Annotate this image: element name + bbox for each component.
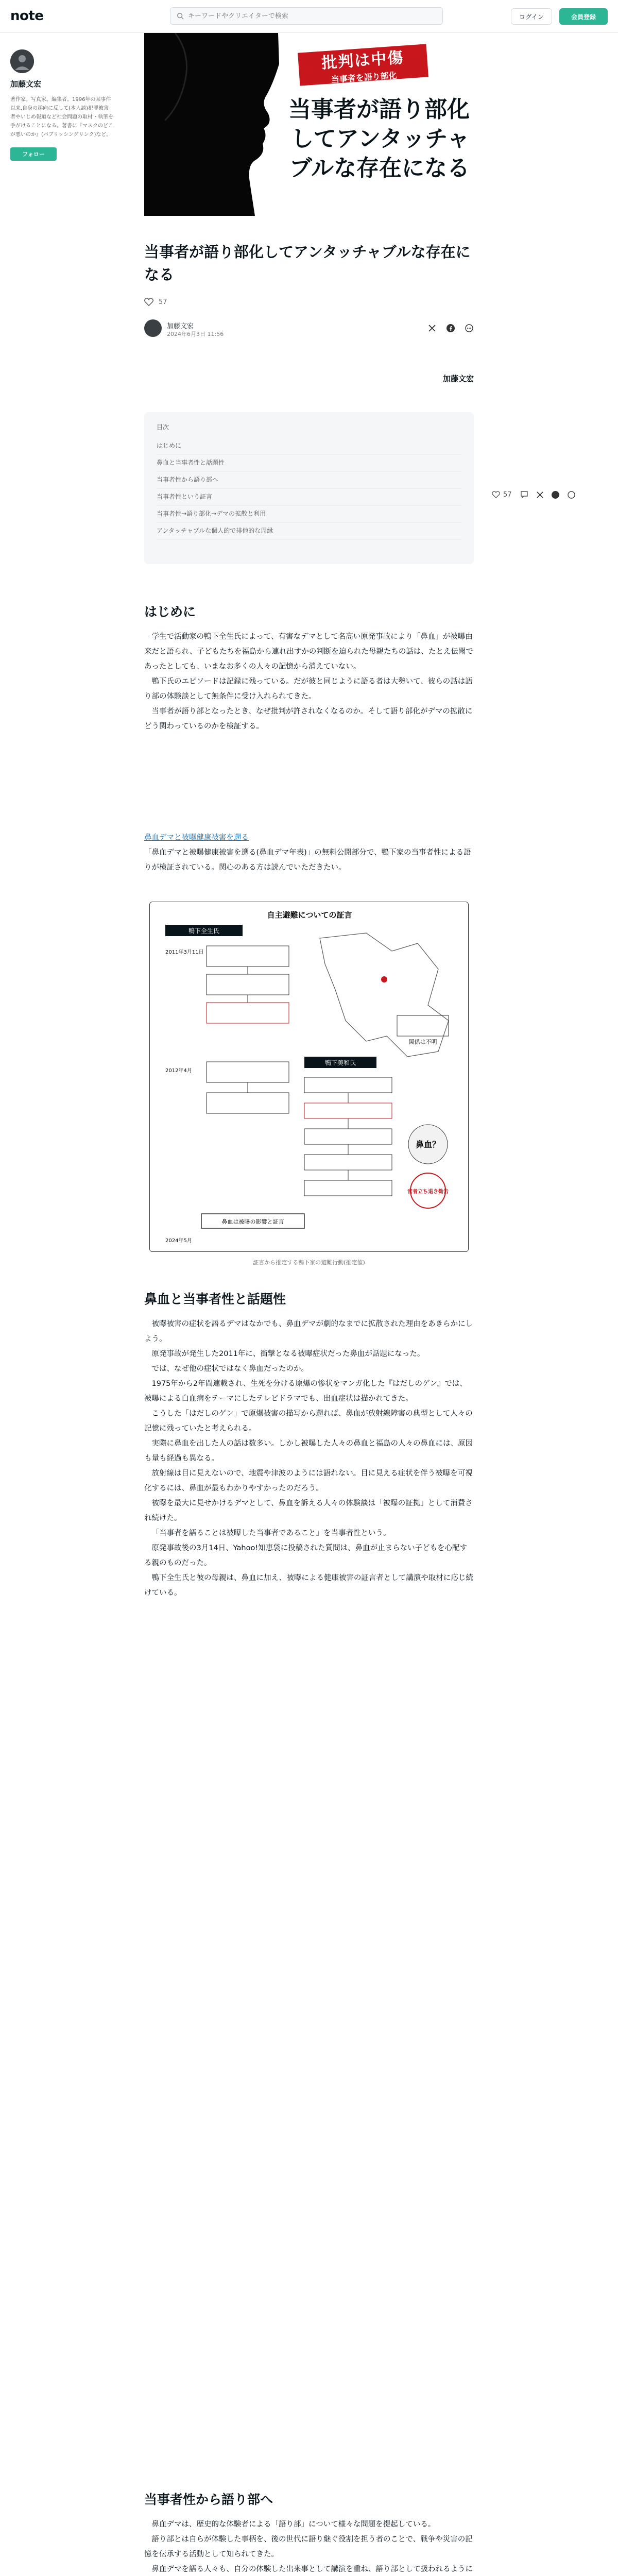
author-avatar[interactable] xyxy=(144,319,162,337)
paragraph: 鼻血デマを語る人々も、自分の体験した出来事として講演を重ね、語り部として扱われるように xyxy=(151,2565,473,2573)
hero-badge-line2: 当事者を語り部化 xyxy=(331,70,398,84)
paragraph: 原発事故が発生した2011年に、衝撃となる被曝症状だった鼻血が話題になった。 xyxy=(151,1350,425,1358)
follow-button[interactable]: フォロー xyxy=(10,147,57,161)
comment-icon[interactable] xyxy=(520,490,528,499)
author-name[interactable]: 加藤文宏 xyxy=(167,323,194,330)
paragraph: 被曝被害の症状を語るデマはなかでも、鼻血デマが劇的なまでに拡散された理由をあきらかにしよう。 xyxy=(144,1320,473,1343)
toc-item[interactable]: 当事者性→語り部化→デマの拡散と利用 xyxy=(157,505,461,522)
top-header xyxy=(0,0,618,33)
search-icon xyxy=(177,12,184,20)
creator-sidebar xyxy=(10,49,113,161)
hero-badge-line1: 批判は中傷 xyxy=(321,48,405,73)
float-like-count: 57 xyxy=(503,490,512,499)
paragraph: こうした「はだしのゲン」で原爆被害の描写から遡れば、鼻血が放射線障害の典型として人々の記憶に残っていたと考えられる。 xyxy=(144,1410,473,1433)
x-share-icon[interactable] xyxy=(427,324,437,333)
creator-bio: 著作家。写真家。編集者。1996年の某事件以来,自身の趣向に反して(本人談)犯罪被害者やいじめ報道など社会問題の取材・執筆を手がけることになる。著書に『マスクのどこが悪いのか』(パブリッシングリンク)など。 xyxy=(10,97,113,138)
signature: 加藤文宏 xyxy=(442,374,474,383)
figure-caption: 証言から推定する鴨下家の避難行動(推定値) xyxy=(253,1259,365,1266)
fig1-date-2: 2012年4月 xyxy=(165,1068,192,1074)
paragraph: 「当事者を語ることは被曝した当事者であること」を当事者性という。 xyxy=(151,1529,391,1537)
login-button[interactable]: ログイン xyxy=(511,8,552,25)
facebook-share-icon[interactable] xyxy=(446,324,455,333)
fig1-side-label: 関係は不明 xyxy=(408,1039,437,1045)
fig1-bottom: 鼻血は被曝の影響と証言 xyxy=(221,1218,284,1225)
signup-button[interactable]: 会員登録 xyxy=(559,8,608,25)
toc-item[interactable]: アンタッチャブルな個人的で排他的な周縁 xyxy=(157,522,461,539)
article-title: 当事者が語り部化してアンタッチャブルな存在になる xyxy=(144,243,471,283)
paragraph: 実際に鼻血を出した人の話は数多い。しかし被曝した人々の鼻血と福島の人々の鼻血には、原因も量も経過も異なる。 xyxy=(144,1439,473,1463)
facebook-share-icon[interactable] xyxy=(552,491,559,499)
heart-icon xyxy=(492,491,500,498)
section3-body xyxy=(144,2517,474,2576)
publish-date: 2024年6月3日 11:56 xyxy=(167,331,224,337)
more-icon[interactable] xyxy=(568,491,575,499)
section-heading-s2: 鼻血と当事者性と話題性 xyxy=(144,1292,286,1307)
paragraph: では、なぜ他の症状ではなく鼻血だったのか。 xyxy=(151,1365,308,1373)
toc-item[interactable]: 当事者性から語り部へ xyxy=(157,471,461,488)
like-row xyxy=(144,298,167,306)
evacuation-diagram xyxy=(150,902,469,1252)
heart-icon[interactable] xyxy=(144,298,153,306)
paragraph: 鼻血デマは、歴史的な体験者による「語り部」について様々な問題を提起している。 xyxy=(151,2520,436,2529)
section2-body xyxy=(144,1317,474,1601)
reference-link[interactable]: 鼻血デマと被曝健康被害を遡る xyxy=(144,834,249,842)
section-heading-intro: はじめに xyxy=(144,604,196,619)
paragraph: 原発事故後の3月14日、Yahoo!知恵袋に投稿された質問は、鼻血が止まらない子どもを心配する親のものだった。 xyxy=(144,1544,468,1567)
fig1-date-1: 2011年3月11日 xyxy=(165,950,204,955)
paragraph: 当事者が語り部となったとき、なぜ批判が許されなくなるのか。そして語り部化がデマの拡散にどう関わっているのかを検証する。 xyxy=(144,707,473,731)
paragraph: 放射線は目に見えないので、地震や津波のようには語れない。目に見える症状を伴う被曝を可視化するには、鼻血が最もわかりやすかったのだろう。 xyxy=(144,1469,473,1493)
paragraph: 1975年から2年間連載され、生死を分ける原爆の惨状をマンガ化した『はだしのゲン』では、被曝による白血病をテーマにしたテレビドラマでも、出血症状は描かれてきた。 xyxy=(144,1380,467,1403)
section-heading-s3: 当事者性から語り部へ xyxy=(144,2492,273,2507)
more-icon[interactable] xyxy=(465,324,474,333)
fig1-title: 自主避難についての証言 xyxy=(267,910,352,920)
toc-item[interactable]: 当事者性という証言 xyxy=(157,488,461,505)
x-share-icon[interactable] xyxy=(537,492,543,498)
toc-item[interactable]: 鼻血と当事者性と話題性 xyxy=(157,454,461,471)
hero-image xyxy=(144,33,474,216)
toc-item[interactable]: はじめに xyxy=(157,437,461,454)
note-logo[interactable]: note xyxy=(10,8,44,24)
fig1-stamp: 官者立ち退き勧告 xyxy=(407,1189,449,1195)
reference-text: 「鼻血デマと被曝健康被害を遡る(鼻血デマ年表)」の無料公開部分で、鴨下家の当事者性による語りが検証されている。関心のある方は読んでいただきたい。 xyxy=(144,849,471,872)
paragraph: 鴨下氏のエピソードは記録に残っている。だが彼と同じように語る者は大勢いて、彼らの話は語り部の体験談として無条件に受け入れられてきた。 xyxy=(144,677,473,701)
fig1-question: 鼻血？ xyxy=(415,1140,441,1149)
paragraph: 学生で活動家の鴨下全生氏によって、有害なデマとして名高い原発事故により「鼻血」が被曝由来だと語られ、子どもたちを福島から連れ出すかの判断を迫られた母親たちの話は、たとえ伝聞であったとしても、いまなお多くの人々の記憶から消えていない。 xyxy=(144,633,473,671)
float-like[interactable] xyxy=(492,491,512,499)
share-icons xyxy=(427,324,474,333)
floating-action-bar xyxy=(492,490,575,499)
paragraph: 語り部とは自らが体験した事柄を、後の世代に語り継ぐ役割を担う者のことで、戦争や災害の記憶を伝承する活動として知られてきた。 xyxy=(144,2535,473,2558)
fig1-section-a: 鴨下全生氏 xyxy=(188,927,220,935)
toc-heading: 目次 xyxy=(157,423,169,431)
paragraph: 鴨下全生氏と彼の母親は、鼻血に加え、被曝による健康被害の証言者として講演や取材に応じ続けている。 xyxy=(144,1574,473,1597)
fig1-section-b: 鴨下美和氏 xyxy=(324,1059,356,1066)
reference-note xyxy=(144,831,474,875)
author-row xyxy=(144,319,474,340)
like-count: 57 xyxy=(159,298,167,306)
evacuation-figure xyxy=(149,902,469,1252)
intro-body xyxy=(144,630,474,734)
search-input[interactable] xyxy=(188,12,435,20)
paragraph: 被曝を最大に見せかけるデマとして、鼻血を訴える人々の体験談は「被曝の証拠」として消費され続けた。 xyxy=(144,1499,473,1522)
fig1-date-3: 2024年5月 xyxy=(165,1238,192,1244)
creator-name[interactable]: 加藤文宏 xyxy=(10,79,42,89)
table-of-contents xyxy=(144,412,474,564)
search-box[interactable] xyxy=(170,7,443,25)
hero-title: 当事者が語り部化してアンタッチャブルな存在になる xyxy=(288,96,470,182)
avatar[interactable] xyxy=(10,49,34,73)
